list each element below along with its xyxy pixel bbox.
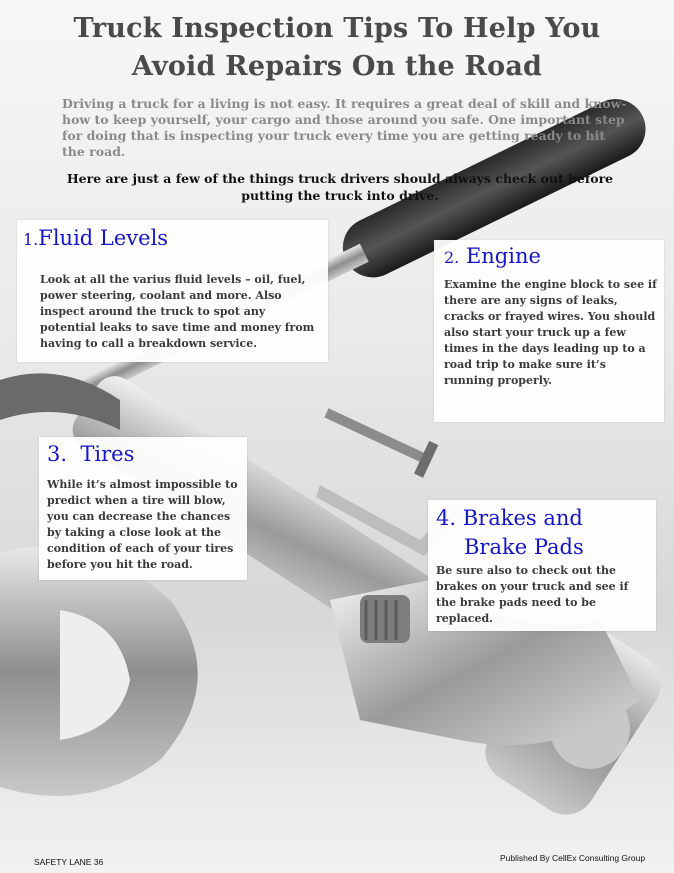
tip-body: While it’s almost impossible to predict when a tire will blow, you can decrease the chances by taking a close look at the condition of each of your tires before you hit the road. — [47, 478, 238, 571]
tip-card-engine — [434, 240, 664, 422]
tip-number: 3. — [47, 442, 68, 466]
tip-heading — [436, 504, 584, 562]
tip-body: Be sure also to check out the brakes on your truck and see if the brake pads need to be replaced. — [436, 564, 629, 625]
tip-number: 2. — [444, 248, 460, 267]
tip-heading-text: Fluid Levels — [38, 226, 169, 250]
tip-heading-text-line1: Brakes and — [462, 506, 583, 530]
tip-heading — [444, 244, 541, 268]
footer-left-label: SAFETY LANE 36 — [34, 857, 104, 867]
tip-card-brakes — [428, 500, 656, 631]
tip-card-tires — [39, 437, 247, 580]
footer-publisher: Published By CellEx Consulting Group — [500, 853, 646, 863]
tip-body: Examine the engine block to see if there are any signs of leaks, cracks or frayed wires. You should also start your truck up a few times in the days leading up to a road trip to make sure it’s running properly. — [444, 278, 657, 387]
tip-card-fluid-levels — [17, 220, 328, 362]
subintro-paragraph: Here are just a few of the things truck drivers should always check out before putting the truck into drive. — [66, 171, 614, 203]
tip-body: Look at all the varius fluid levels – oil, fuel, power steering, coolant and more. Also inspect around the truck to spot any potential leaks to save time and money from having to call a breakdown service. — [40, 273, 315, 350]
tip-heading — [23, 226, 168, 250]
tip-number: 4. — [436, 506, 457, 530]
tip-heading — [47, 442, 134, 466]
page-title: Truck Inspection Tips To Help You Avoid Repairs On the Road — [73, 13, 601, 82]
tip-number: 1. — [23, 230, 39, 249]
tip-heading-text: Engine — [465, 244, 541, 268]
tip-heading-text-line2: Brake Pads — [464, 535, 584, 559]
intro-paragraph: Driving a truck for a living is not easy. It requires a great deal of skill and know-how to keep yourself, your cargo and those around you safe. One important step for doing that is inspecting your truck every time you are getting ready to hit the road. — [62, 96, 627, 159]
tip-heading-text: Tires — [80, 442, 135, 466]
